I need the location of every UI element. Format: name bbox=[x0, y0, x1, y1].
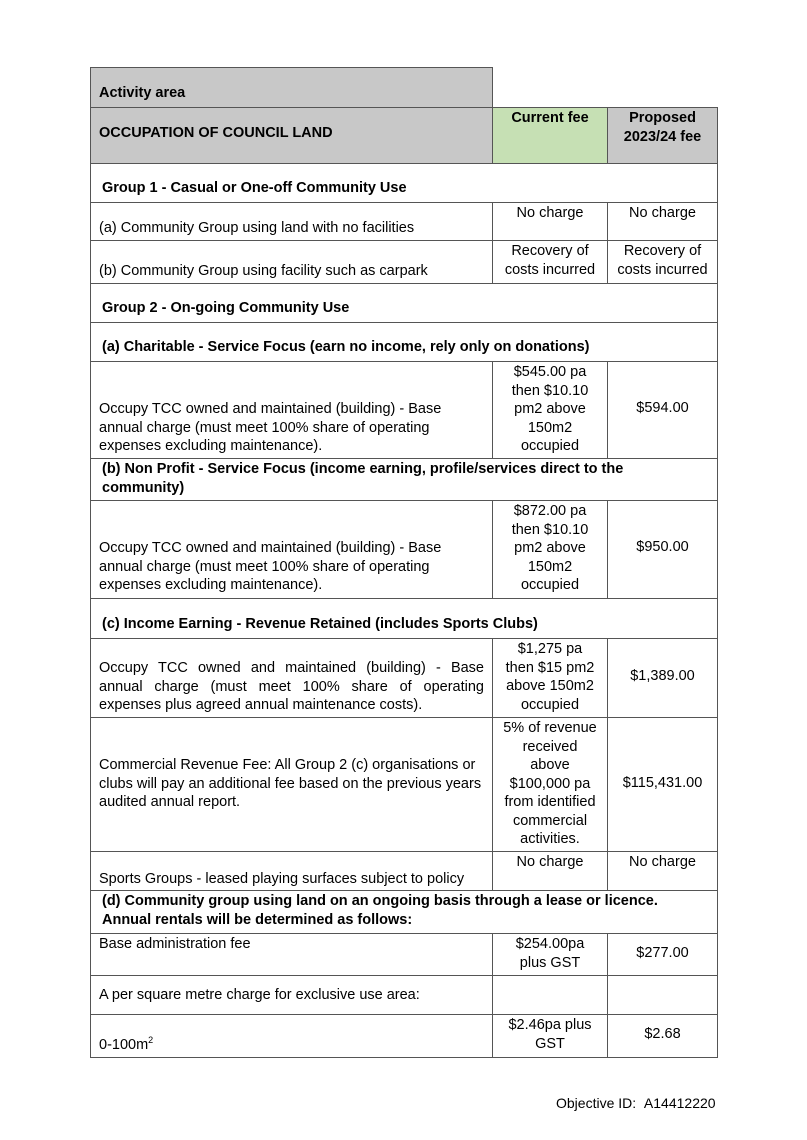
row-proposed-fee bbox=[607, 975, 718, 1015]
row-current-fee: $1,275 pa then $15 pm2 above 150m2 occupied bbox=[492, 638, 608, 718]
group-2-title: Group 2 - On-going Community Use bbox=[90, 283, 718, 323]
table-row bbox=[90, 203, 718, 241]
row-description: Occupy TCC owned and maintained (building) - Base annual charge (must meet 100% share of operating expenses excluding maintenance). bbox=[90, 500, 493, 599]
row-current-fee: $545.00 pa then $10.10 pm2 above 150m2 occupied bbox=[492, 361, 608, 459]
footer-objective-id bbox=[556, 1095, 716, 1111]
row-proposed-fee: $594.00 bbox=[607, 361, 718, 459]
col-header-current-fee: Current fee bbox=[492, 107, 608, 164]
row-proposed-fee: $2.68 bbox=[607, 1014, 718, 1058]
subgroup-b-row bbox=[90, 459, 718, 501]
row-proposed-fee: No charge bbox=[607, 202, 718, 241]
table-row bbox=[90, 976, 718, 1015]
row-description: Base administration fee bbox=[90, 933, 493, 976]
section-title: OCCUPATION OF COUNCIL LAND bbox=[90, 107, 493, 164]
row-proposed-fee: Recovery of costs incurred bbox=[607, 240, 718, 284]
subgroup-b-title: (b) Non Profit - Service Focus (income earning, profile/services direct to the community) bbox=[90, 458, 718, 501]
row-current-fee: $2.46pa plus GST bbox=[492, 1014, 608, 1058]
table-row bbox=[90, 639, 718, 718]
row-proposed-fee: $277.00 bbox=[607, 933, 718, 976]
col-header-proposed-fee: Proposed 2023/24 fee bbox=[607, 107, 718, 164]
row-current-fee: No charge bbox=[492, 851, 608, 891]
row-current-fee: No charge bbox=[492, 202, 608, 241]
row-description: Occupy TCC owned and maintained (building) - Base annual charge (must meet 100% share of operating expenses plus agreed annual maintenance costs). bbox=[90, 638, 493, 718]
row-current-fee: $872.00 pa then $10.10 pm2 above 150m2 occupied bbox=[492, 500, 608, 599]
subgroup-a-title: (a) Charitable - Service Focus (earn no income, rely only on donations) bbox=[90, 322, 718, 362]
header-block bbox=[90, 67, 718, 164]
area-range-text: 0-100m bbox=[99, 1037, 149, 1053]
group-1-row bbox=[90, 164, 718, 203]
group-2-row bbox=[90, 284, 718, 323]
row-proposed-fee: No charge bbox=[607, 851, 718, 891]
activity-area-label: Activity area bbox=[90, 67, 493, 108]
subgroup-a-row bbox=[90, 323, 718, 362]
superscript: 2 bbox=[148, 1035, 154, 1046]
objective-id: A14412220 bbox=[643, 1095, 716, 1111]
table-row bbox=[90, 934, 718, 976]
row-current-fee: $254.00pa plus GST bbox=[492, 933, 608, 976]
subgroup-c-title: (c) Income Earning - Revenue Retained (includes Sports Clubs) bbox=[90, 598, 718, 639]
row-proposed-fee: $1,389.00 bbox=[607, 638, 718, 718]
row-description: A per square metre charge for exclusive use area: bbox=[90, 975, 493, 1015]
row-description: Commercial Revenue Fee: All Group 2 (c) organisations or clubs will pay an additional fee based on the previous years audited annual report. bbox=[90, 717, 493, 852]
table-row bbox=[90, 852, 718, 891]
row-description bbox=[90, 1014, 493, 1058]
fees-table bbox=[90, 67, 718, 1058]
row-current-fee: 5% of revenue received above $100,000 pa from identified commercial activities. bbox=[492, 717, 608, 852]
table-row bbox=[90, 501, 718, 599]
row-description: Sports Groups - leased playing surfaces subject to policy bbox=[90, 851, 493, 891]
table-row bbox=[90, 1015, 718, 1058]
row-description: Occupy TCC owned and maintained (building) - Base annual charge (must meet 100% share of operating expenses excluding maintenance). bbox=[90, 361, 493, 459]
row-current-fee bbox=[492, 975, 608, 1015]
group-1-title: Group 1 - Casual or One-off Community Use bbox=[90, 163, 718, 203]
row-current-fee: Recovery of costs incurred bbox=[492, 240, 608, 284]
row-proposed-fee: $950.00 bbox=[607, 500, 718, 599]
subgroup-c-row bbox=[90, 599, 718, 639]
subgroup-d-title: (d) Community group using land on an ongoing basis through a lease or licence. Annual rentals will be determined as follows: bbox=[90, 890, 718, 934]
table-row bbox=[90, 241, 718, 284]
row-description: (b) Community Group using facility such as carpark bbox=[90, 240, 493, 284]
row-proposed-fee: $115,431.00 bbox=[607, 717, 718, 852]
subgroup-d-row bbox=[90, 891, 718, 934]
row-description: (a) Community Group using land with no facilities bbox=[90, 202, 493, 241]
table-row bbox=[90, 362, 718, 459]
objective-label: Objective ID: bbox=[556, 1095, 637, 1111]
table-row bbox=[90, 718, 718, 852]
